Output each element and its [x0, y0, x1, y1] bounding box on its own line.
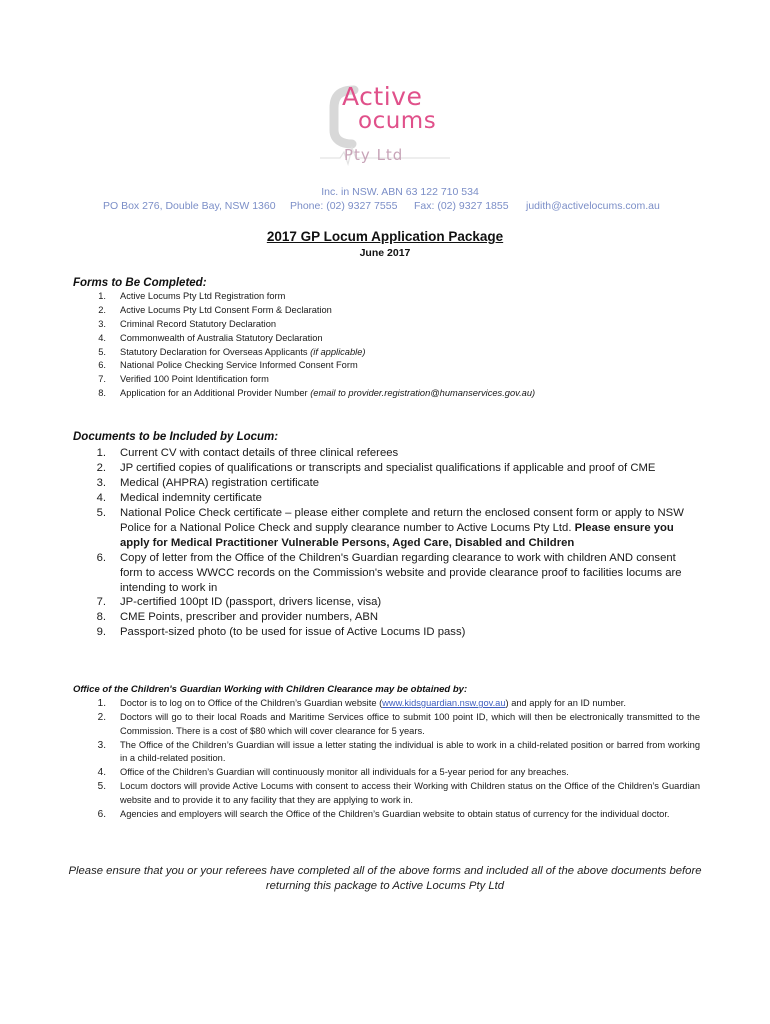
ocg-list [0, 697, 770, 835]
list-item: 3. The Office of the Children’s Guardian will issue a letter stating the individual is able to work in a child-related position or barred from working in a child-related position. [97, 739, 700, 764]
list-item: 4. Medical indemnity certificate [96, 492, 262, 504]
documents-list [0, 446, 770, 640]
company-registration: Inc. in NSW. ABN 63 122 710 534 [321, 186, 479, 198]
list-item: 5. Statutory Declaration for Overseas Applicants (if applicable) [98, 346, 366, 357]
list-item: 6. Agencies and employers will search the Office of the Children’s Guardian website to obtain status of currency for the individual doctor. [97, 808, 670, 820]
logo-text-active: Active [342, 82, 423, 111]
list-item: 2. Doctors will go to their local Roads and Maritime Services office to submit 100 point ID, which will then be electronically transmitted to the Commission. There is a cost of $80 which will cover clearance for 5 years. [97, 712, 700, 736]
active-locums-logo [320, 78, 470, 178]
list-item: 4. Office of the Children’s Guardian will continuously monitor all individuals for a 5-year period for any breaches. [97, 767, 569, 779]
documents-heading: Documents to be Included by Locum: [73, 431, 279, 443]
list-item: 4. Commonwealth of Australia Statutory Declaration [98, 332, 323, 343]
list-item: 6. Copy of letter from the Office of the Children's Guardian regarding clearance to work with children AND consent form to access WWCC records on the Commission's website and provide clearance proof to facilities locums are intending to work in [96, 551, 682, 594]
po-box: PO Box 276, Double Bay, NSW 1360 [103, 200, 276, 212]
phone: Phone: (02) 9327 7555 [290, 200, 398, 212]
list-item: 8. Application for an Additional Provider Number (email to provider.registration@humanservices.gov.au) [98, 388, 536, 399]
list-item: 6. National Police Checking Service Informed Consent Form [98, 360, 358, 371]
fax: Fax: (02) 9327 1855 [414, 200, 509, 212]
list-item: 5. Locum doctors will provide Active Locums with consent to access their Working with Children status on the Office of the Children’s Guardian website and to provide it to any facility that they are applying to work in. [97, 781, 700, 805]
email-link[interactable]: judith@activelocums.com.au [526, 200, 660, 212]
list-item: 1. Current CV with contact details of three clinical referees [96, 447, 399, 459]
list-item: 8. CME Points, prescriber and provider numbers, ABN [96, 611, 379, 624]
closing-note: Please ensure that you or your referees have completed all of the above forms and included all of the above documents before returning this package to Active Locums Pty Ltd [68, 865, 702, 892]
list-item: 9. Passport-sized photo (to be used for issue of Active Locums ID pass) [96, 626, 466, 639]
forms-heading: Forms to Be Completed: [73, 277, 207, 289]
list-item: 5. National Police Check certificate – please either complete and return the enclosed consent form or apply to NSW Police for a National Police Check and supply clearance number to Active Locums Pty Ltd. Please ensure you apply for Medical Practitioner Vulnerable Persons, Aged Care, Disabled and Children [96, 507, 684, 549]
forms-list [0, 291, 770, 402]
list-item: 1. Doctor is to log on to Office of the Children’s Guardian website (www.kidsguardian.nsw.gov.au) and apply for an ID number. [97, 698, 626, 709]
list-item: 2. JP certified copies of qualifications or transcripts and specialist qualifications if applicable and proof of CME [96, 462, 656, 474]
logo-text-locums: ocums [358, 108, 437, 134]
ocg-heading: Office of the Children's Guardian Working with Children Clearance may be obtained by: [73, 684, 468, 695]
list-item: 7. Verified 100 Point Identification form [98, 374, 269, 385]
list-item: 3. Criminal Record Statutory Declaration [98, 318, 277, 329]
kidsguardian-link[interactable]: www.kidsguardian.nsw.gov.au [382, 698, 506, 708]
logo-text-pty-ltd: Pty Ltd [344, 146, 404, 164]
document-title: 2017 GP Locum Application Package [266, 229, 504, 244]
list-item: 1. Active Locums Pty Ltd Registration form [98, 291, 286, 301]
document-date: June 2017 [359, 247, 411, 259]
list-item: 3. Medical (AHPRA) registration certificate [96, 477, 320, 489]
list-item: 7. JP-certified 100pt ID (passport, drivers license, visa) [96, 596, 382, 609]
list-item: 2. Active Locums Pty Ltd Consent Form & Declaration [98, 304, 332, 315]
